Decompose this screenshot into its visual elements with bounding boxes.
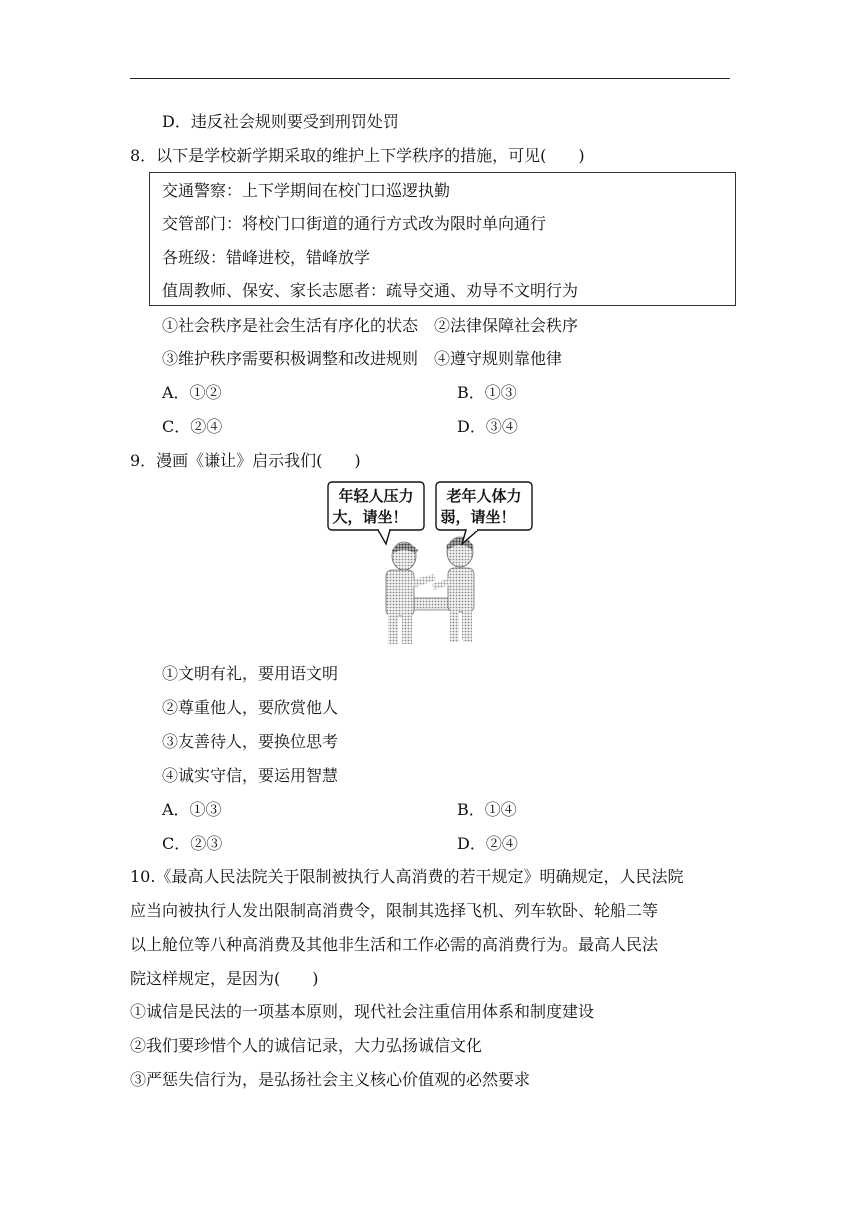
q8-option-b: B．①③: [457, 383, 517, 402]
q9-option-d: D．②④: [457, 834, 518, 853]
q10-stem-line-2: 应当向被执行人发出限制高消费令，限制其选择飞机、列车软卧、轮船二等: [130, 901, 659, 920]
q8-option-a: A．①②: [162, 383, 222, 402]
q9-statement-2: ②尊重他人，要欣赏他人: [162, 698, 339, 717]
q9-option-a: A．①③: [162, 800, 222, 819]
bubble-left-line-1: 年轻人压力: [338, 487, 414, 505]
bubble-left-line-2: 大，请坐！: [332, 508, 408, 526]
q8-box-line-4: 值周教师、保安、家长志愿者：疏导交通、劝导不文明行为: [162, 281, 579, 300]
q8-stem: 8．以下是学校新学期采取的维护上下学秩序的措施，可见( ): [130, 146, 585, 165]
q10-stem-line-3: 以上舱位等八种高消费及其他非生活和工作必需的高消费行为。最高人民法: [130, 935, 659, 954]
q9-statement-4: ④诚实守信，要运用智慧: [162, 766, 339, 785]
q7-option-d: D．违反社会规则要受到刑罚处罚: [162, 112, 399, 131]
q8-statement-1: ①社会秩序是社会生活有序化的状态 ②法律保障社会秩序: [162, 316, 579, 335]
bubble-right-line-1: 老年人体力: [446, 487, 522, 505]
q10-statement-3: ③严惩失信行为，是弘扬社会主义核心价值观的必然要求: [130, 1070, 531, 1089]
q8-option-c: C．②④: [162, 417, 223, 436]
q8-option-d: D．③④: [457, 417, 518, 436]
q9-option-c: C．②③: [162, 834, 223, 853]
q8-statement-2: ③维护秩序需要积极调整和改进规则 ④遵守规则靠他律: [162, 349, 563, 368]
q10-statement-2: ②我们要珍惜个人的诚信记录，大力弘扬诚信文化: [130, 1036, 483, 1055]
comic-humility-image: [326, 480, 536, 650]
q8-box-line-3: 各班级：错峰进校，错峰放学: [162, 248, 371, 267]
q9-statement-1: ①文明有礼，要用语文明: [162, 664, 339, 683]
q10-stem-line-4: 院这样规定，是因为( ): [130, 969, 319, 988]
header-rule: [130, 78, 730, 79]
q8-box-line-1: 交通警察：上下学期间在校门口巡逻执勤: [162, 181, 451, 200]
q9-stem: 9．漫画《谦让》启示我们( ): [130, 451, 361, 470]
q8-measures-box: [149, 172, 736, 306]
bubble-right-line-2: 弱，请坐！: [440, 508, 516, 526]
q10-statement-1: ①诚信是民法的一项基本原则，现代社会注重信用体系和制度建设: [130, 1002, 595, 1021]
q10-stem-line-1: 10.《最高人民法院关于限制被执行人高消费的若干规定》明确规定，人民法院: [130, 867, 684, 886]
q9-statement-3: ③友善待人，要换位思考: [162, 732, 339, 751]
q8-box-line-2: 交管部门：将校门口街道的通行方式改为限时单向通行: [162, 214, 547, 233]
q9-option-b: B．①④: [457, 800, 517, 819]
